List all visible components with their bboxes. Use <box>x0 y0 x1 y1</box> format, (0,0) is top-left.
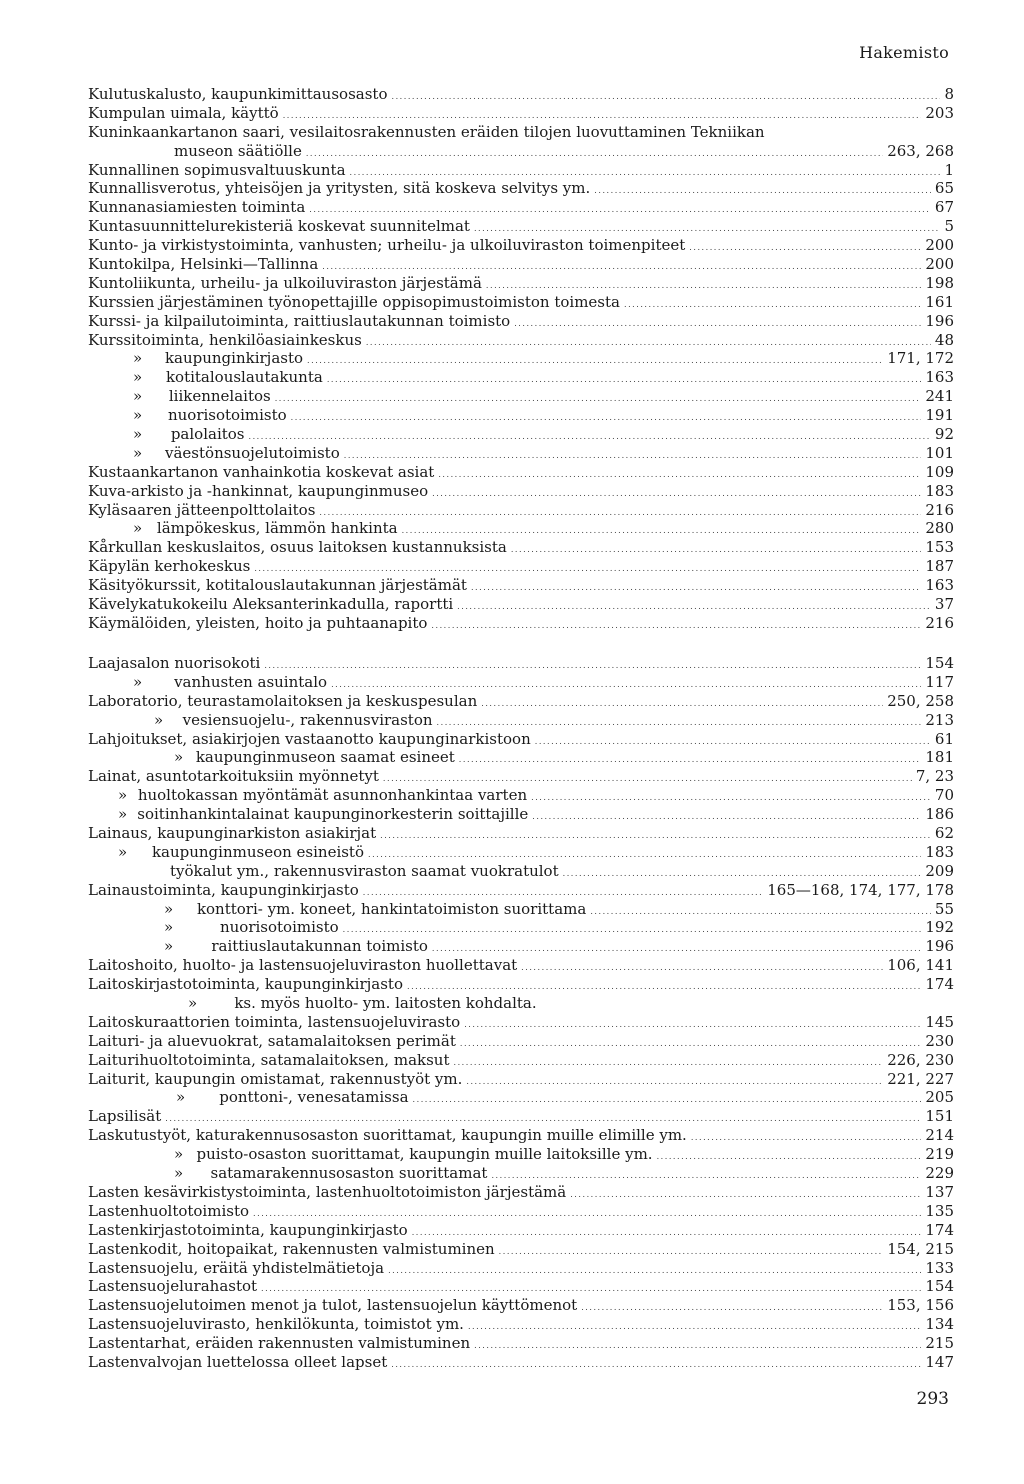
entry-page: 183 <box>925 842 954 861</box>
entry-text: Kustaankartanon vanhainkotia koskevat asiat <box>88 462 435 481</box>
entry-page: 241 <box>925 387 954 406</box>
index-entry <box>88 519 954 538</box>
ditto-mark: » <box>133 519 143 538</box>
entry-page: 101 <box>925 443 954 462</box>
ditto-mark: » <box>164 899 174 918</box>
entry-page: 5 <box>944 217 954 236</box>
entry-page: 183 <box>925 481 954 500</box>
index-entry <box>88 538 954 557</box>
entry-text: Kuntasuunnittelurekisteriä koskevat suunnitelmat <box>88 217 470 236</box>
entry-text: satamarakennusosaston suorittamat <box>210 1164 488 1183</box>
entry-page: 151 <box>925 1107 954 1126</box>
entry-text: Kurssitoiminta, henkilöasiainkeskus <box>88 330 362 349</box>
entry-text: ponttoni-, venesatamissa <box>219 1088 409 1107</box>
entry-text: Kävelykatukokeilu Aleksanterinkadulla, raportti <box>88 595 454 614</box>
entry-text: konttori- ym. koneet, hankintatoimiston suorittama <box>196 899 587 918</box>
entry-page: 70 <box>934 786 954 805</box>
index-entry <box>88 331 954 350</box>
entry-text: raittiuslautakunnan toimisto <box>211 937 428 956</box>
index-entry <box>88 236 954 255</box>
entry-page: 92 <box>934 425 954 444</box>
index-entry <box>88 937 954 956</box>
entry-page: 67 <box>934 198 954 217</box>
entry-text: Lainaus, kaupunginarkiston asiakirjat <box>88 824 377 843</box>
entry-text: Laiturit, kaupungin omistamat, rakennustyöt ym. <box>88 1069 463 1088</box>
entry-page: 163 <box>925 576 954 595</box>
entry-text: nuorisotoimisto <box>219 918 339 937</box>
ditto-mark: » <box>174 1145 184 1164</box>
entry-text: väestönsuojelutoimisto <box>165 443 340 462</box>
entry-text: huoltokassan myöntämät asunnonhankintaa varten <box>137 786 528 805</box>
entry-text: Lastensuojelurahastot <box>88 1277 258 1296</box>
ditto-mark: » <box>133 349 143 368</box>
ditto-mark: » <box>133 425 143 444</box>
ditto-mark: » <box>133 406 143 425</box>
entry-text: Kuntokilpa, Helsinki—Tallinna <box>88 255 319 274</box>
index-entry <box>88 748 954 767</box>
ditto-mark: » <box>154 710 164 729</box>
index-entry <box>88 1315 954 1334</box>
entry-text: Laiturihuoltotoiminta, satamalaitoksen, maksut <box>88 1050 450 1069</box>
index-entry <box>88 557 954 576</box>
entry-text: Kunnallisverotus, yhteisöjen ja yritysten, sitä koskeva selvitys ym. <box>88 179 591 198</box>
entry-text: Lastenkirjastotoiminta, kaupunginkirjasto <box>88 1220 408 1239</box>
index-entry <box>88 994 954 1013</box>
index-entry <box>88 918 954 937</box>
entry-text: Laskutustyöt, katurakennusosaston suorittamat, kaupungin muille elimille ym. <box>88 1126 687 1145</box>
entry-text: Lastensuojelu, eräitä yhdistelmätietoja <box>88 1258 385 1277</box>
entry-text: Kårkullan keskuslaitos, osuus laitoksen kustannuksista <box>88 538 507 557</box>
index-entry <box>88 786 954 805</box>
entry-page: 153, 156 <box>887 1296 954 1315</box>
index-entry <box>88 576 954 595</box>
index-entry <box>88 862 954 881</box>
entry-text: soitinhankintalainat kaupunginorkesterin soittajille <box>137 805 529 824</box>
entry-page: 147 <box>925 1352 954 1371</box>
entry-text: ks. myös huolto- ym. laitosten kohdalta. <box>234 994 537 1013</box>
entry-page: 250, 258 <box>887 691 954 710</box>
entry-text: Kunnanasiamiesten toiminta <box>88 198 306 217</box>
entry-text: Kuva-arkisto ja -hankinnat, kaupunginmuseo <box>88 481 429 500</box>
entry-page: 263, 268 <box>887 141 954 160</box>
ditto-mark: » <box>118 805 128 824</box>
entry-page: 163 <box>925 368 954 387</box>
index-entry <box>88 1070 954 1089</box>
index-entry <box>88 711 954 730</box>
entry-page: 230 <box>925 1031 954 1050</box>
index-entry <box>88 730 954 749</box>
index-entry <box>88 1145 954 1164</box>
index-entry <box>88 614 954 633</box>
entry-text: Kuninkaankartanon saari, vesilaitosrakennusten eräiden tilojen luovuttaminen Tekniikan <box>88 122 765 141</box>
entry-text: Kulutuskalusto, kaupunkimittausosasto <box>88 85 388 103</box>
entry-text: Kunto- ja virkistystoiminta, vanhusten; urheilu- ja ulkoiluviraston toimenpiteet <box>88 236 686 255</box>
entry-text: Lainat, asuntotarkoituksiin myönnetyt <box>88 767 379 786</box>
entry-text: liikennelaitos <box>168 387 271 406</box>
entry-text: Lasten kesävirkistystoiminta, lastenhuoltotoimiston järjestämä <box>88 1182 567 1201</box>
entry-text: Laboratorio, teurastamolaitoksen ja keskuspesulan <box>88 691 478 710</box>
entry-text: Laituri- ja aluevuokrat, satamalaitoksen perimät <box>88 1031 456 1050</box>
entry-page: 133 <box>925 1258 954 1277</box>
index-entry <box>88 255 954 274</box>
entry-text: vanhusten asuintalo <box>174 672 328 691</box>
leader-dots <box>391 1353 921 1375</box>
entry-page: 55 <box>934 899 954 918</box>
entry-page: 229 <box>925 1164 954 1183</box>
index-entry <box>88 956 954 975</box>
entry-page: 196 <box>925 937 954 956</box>
entry-page: 7, 23 <box>915 767 954 786</box>
entry-page: 280 <box>925 519 954 538</box>
index-entry <box>88 975 954 994</box>
index-entry <box>88 881 954 900</box>
index-entry <box>88 161 954 180</box>
index-entry <box>88 482 954 501</box>
ditto-mark: » <box>133 387 143 406</box>
entry-text: kotitalouslautakunta <box>165 368 323 387</box>
index-entry <box>88 1334 954 1353</box>
index-entry <box>88 123 954 142</box>
entry-text: työkalut ym., rakennusviraston saamat vuokratulot <box>170 861 559 880</box>
index-entry <box>88 104 954 123</box>
index-entry <box>88 805 954 824</box>
entry-page: 135 <box>925 1201 954 1220</box>
ditto-mark: » <box>164 918 174 937</box>
entry-page: 37 <box>934 595 954 614</box>
entry-page: 1 <box>944 160 954 179</box>
ditto-mark: » <box>118 786 128 805</box>
entry-text: Lapsilisät <box>88 1107 162 1126</box>
entry-text: Käpylän kerhokeskus <box>88 557 251 576</box>
index-entry <box>88 444 954 463</box>
ditto-mark: » <box>176 1088 186 1107</box>
index-entry <box>88 217 954 236</box>
ditto-mark: » <box>164 937 174 956</box>
index-entry <box>88 349 954 368</box>
index-entry <box>88 425 954 444</box>
entry-page: 219 <box>925 1145 954 1164</box>
index-entry <box>88 293 954 312</box>
index-entry <box>88 1051 954 1070</box>
entry-text: kaupunginmuseon esineistö <box>151 842 364 861</box>
index-entry <box>88 1277 954 1296</box>
entry-page: 192 <box>925 918 954 937</box>
index-entry <box>88 1032 954 1051</box>
entry-page: 153 <box>925 538 954 557</box>
entry-page: 154 <box>925 1277 954 1296</box>
entry-page: 174 <box>925 1220 954 1239</box>
entry-page: 109 <box>925 462 954 481</box>
index-entry <box>88 1296 954 1315</box>
index-section-l <box>88 654 954 1372</box>
index-entry <box>88 463 954 482</box>
index-entry <box>88 198 954 217</box>
index-entry <box>88 692 954 711</box>
ditto-mark: » <box>188 994 198 1013</box>
entry-text: kaupunginmuseon saamat esineet <box>195 748 455 767</box>
entry-text: kaupunginkirjasto <box>164 349 304 368</box>
entry-page: 186 <box>925 805 954 824</box>
entry-page: 106, 141 <box>887 956 954 975</box>
ditto-mark: » <box>118 842 128 861</box>
entry-page: 65 <box>934 179 954 198</box>
entry-page: 48 <box>934 330 954 349</box>
index-entry <box>88 501 954 520</box>
ditto-mark: » <box>133 672 143 691</box>
index-entry <box>88 406 954 425</box>
entry-text: Käsityökurssit, kotitalouslautakunnan järjestämät <box>88 576 467 595</box>
index-entry <box>88 1107 954 1126</box>
entry-text: Lahjoitukset, asiakirjojen vastaanotto kaupunginarkistoon <box>88 729 531 748</box>
index-entry <box>88 1183 954 1202</box>
entry-text: vesiensuojelu-, rakennusviraston <box>182 710 433 729</box>
entry-page: 154 <box>925 654 954 672</box>
leader-dots <box>431 614 921 636</box>
entry-page: 214 <box>925 1126 954 1145</box>
index-entry <box>88 274 954 293</box>
entry-text: Laitoskirjastotoiminta, kaupunginkirjasto <box>88 975 403 994</box>
entry-text: Kyläsaaren jätteenpolttolaitos <box>88 500 316 519</box>
entry-page: 161 <box>925 292 954 311</box>
index-entry <box>88 142 954 161</box>
entry-page: 196 <box>925 311 954 330</box>
index-entry <box>88 824 954 843</box>
entry-page: 215 <box>925 1334 954 1353</box>
entry-page: 137 <box>925 1182 954 1201</box>
entry-page: 213 <box>925 710 954 729</box>
entry-text: palolaitos <box>170 425 245 444</box>
index-entry <box>88 1240 954 1259</box>
entry-page: 174 <box>925 975 954 994</box>
entry-text: Käymälöiden, yleisten, hoito ja puhtaanapito <box>88 613 428 632</box>
entry-page: 216 <box>925 500 954 519</box>
entry-page: 181 <box>925 748 954 767</box>
entry-text: Lastensuojelutoimen menot ja tulot, lastensuojelun käyttömenot <box>88 1296 578 1315</box>
entry-text: Kunnallinen sopimusvaltuuskunta <box>88 160 346 179</box>
entry-page: 198 <box>925 273 954 292</box>
index-entry <box>88 595 954 614</box>
ditto-mark: » <box>133 443 143 462</box>
entry-page: 221, 227 <box>887 1069 954 1088</box>
index-entry <box>88 1202 954 1221</box>
entry-page: 187 <box>925 557 954 576</box>
index-entry <box>88 843 954 862</box>
index-entry <box>88 179 954 198</box>
entry-text: museon säätiölle <box>174 141 302 160</box>
entry-text: lämpökeskus, lämmön hankinta <box>156 519 398 538</box>
index-entry <box>88 654 954 673</box>
entry-text: Lastenvalvojan luettelossa olleet lapset <box>88 1352 388 1371</box>
index-entry <box>88 387 954 406</box>
entry-page: 145 <box>925 1012 954 1031</box>
entry-text: puisto-osaston suorittamat, kaupungin muille laitoksille ym. <box>196 1145 653 1164</box>
entry-page: 226, 230 <box>887 1050 954 1069</box>
entry-page: 203 <box>925 103 954 122</box>
index-entry <box>88 1126 954 1145</box>
entry-page: 200 <box>925 255 954 274</box>
index-entry <box>88 900 954 919</box>
entry-text: Lastenhuoltotoimisto <box>88 1201 250 1220</box>
index-entry <box>88 673 954 692</box>
index-entry <box>88 1259 954 1278</box>
entry-text: nuorisotoimisto <box>167 406 287 425</box>
entry-page: 154, 215 <box>887 1239 954 1258</box>
ditto-mark: » <box>133 368 143 387</box>
index-entry <box>88 1164 954 1183</box>
entry-page: 61 <box>934 729 954 748</box>
entry-page: 62 <box>934 824 954 843</box>
index-entry <box>88 1221 954 1240</box>
entry-page: 8 <box>944 85 954 103</box>
entry-text: Kurssi- ja kilpailutoiminta, raittiuslautakunnan toimisto <box>88 311 511 330</box>
entry-page: 216 <box>925 613 954 632</box>
index-entry <box>88 1088 954 1107</box>
ditto-mark: » <box>174 1164 184 1183</box>
index-entry <box>88 767 954 786</box>
entry-text: Kumpulan uimala, käyttö <box>88 103 279 122</box>
ditto-mark: » <box>174 748 184 767</box>
entry-page: 205 <box>925 1088 954 1107</box>
entry-page: 165—168, 174, 177, 178 <box>767 880 954 899</box>
index-section-k <box>88 85 954 633</box>
entry-page: 117 <box>925 672 954 691</box>
index-entry <box>88 1353 954 1372</box>
index-entry <box>88 85 954 104</box>
entry-text: Lastensuojeluvirasto, henkilökunta, toimistot ym. <box>88 1315 464 1334</box>
index-entry <box>88 1013 954 1032</box>
entry-page: 191 <box>925 406 954 425</box>
entry-text: Laajasalon nuorisokoti <box>88 654 261 672</box>
entry-text: Laitoskuraattorien toiminta, lastensuojeluvirasto <box>88 1012 461 1031</box>
entry-page: 171, 172 <box>887 349 954 368</box>
entry-page: 200 <box>925 236 954 255</box>
index-entry <box>88 368 954 387</box>
entry-page: 209 <box>925 861 954 880</box>
page-number: 293 <box>916 1389 949 1409</box>
entry-text: Kuntoliikunta, urheilu- ja ulkoiluviraston järjestämä <box>88 273 482 292</box>
index-entry <box>88 312 954 331</box>
entry-text: Kurssien järjestäminen työnopettajille oppisopimustoimiston toimesta <box>88 292 620 311</box>
entry-page: 134 <box>925 1315 954 1334</box>
entry-text: Lastenkodit, hoitopaikat, rakennusten valmistuminen <box>88 1239 495 1258</box>
page-header: Hakemisto <box>859 43 949 62</box>
entry-text: Lastentarhat, eräiden rakennusten valmistuminen <box>88 1334 471 1353</box>
entry-text: Lainaustoiminta, kaupunginkirjasto <box>88 880 359 899</box>
entry-text: Laitoshoito, huolto- ja lastensuojeluviraston huollettavat <box>88 956 518 975</box>
